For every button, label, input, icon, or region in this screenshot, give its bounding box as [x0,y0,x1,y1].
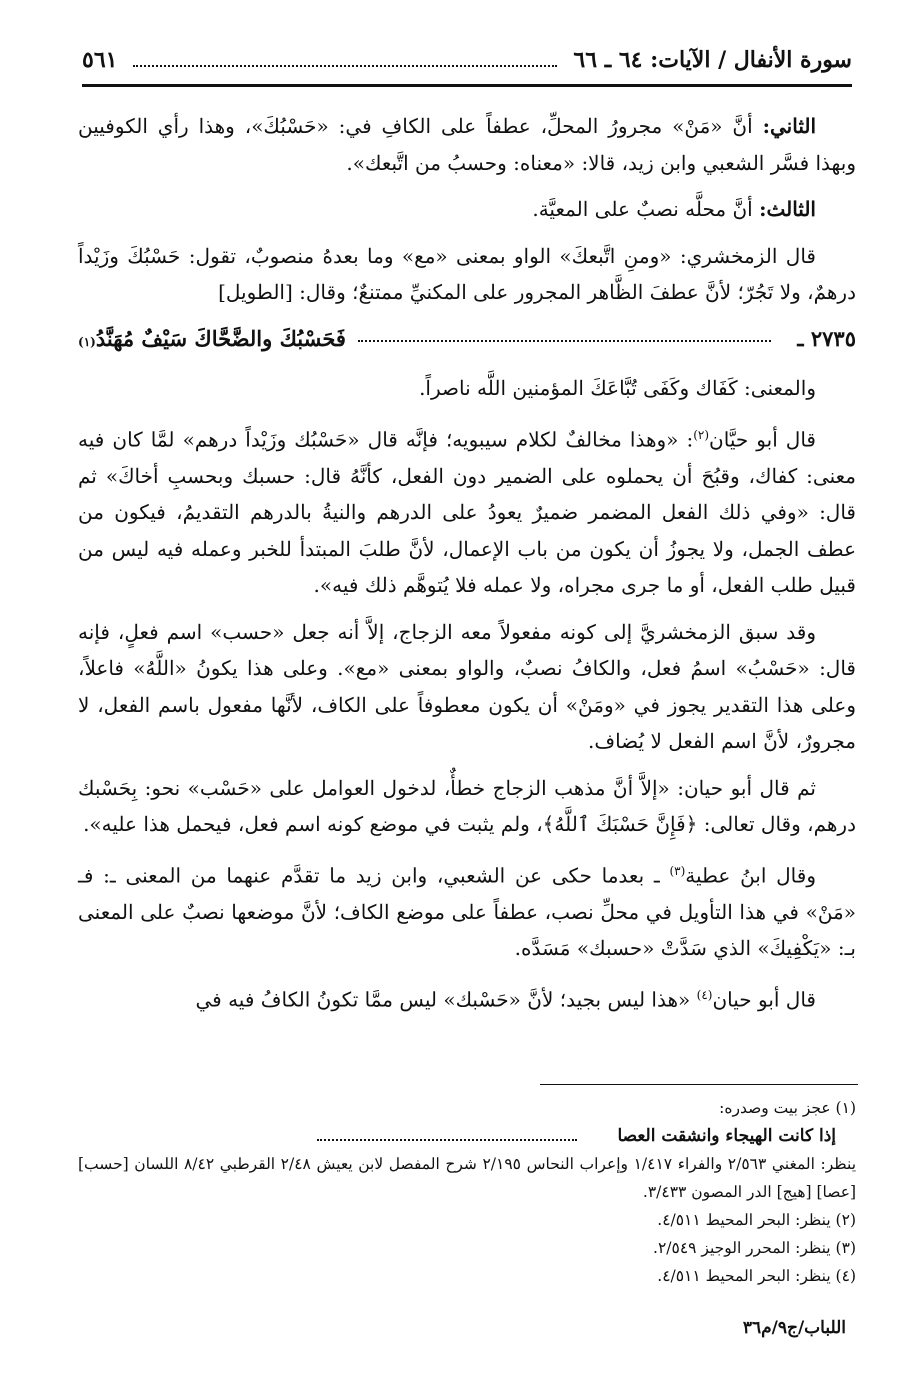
footnote-verse-leader [317,1139,577,1141]
footnotes [78,1094,856,1290]
footnote-1-verse [78,1122,856,1150]
label-second: الثاني: [762,114,817,138]
header-title: سورة الأنفال / الآيات: ٦٤ ـ ٦٦ [573,47,852,73]
text-third: أنَّ محلَّه نصبٌ على المعيَّة. [532,197,753,221]
text-segment: : «وهذا مخالفٌ لكلام سيبويه؛ فإنَّه قال «حَسْبُك وزَيْداً درهم» لمَّا كان فيه معنى: كفاك، وقبُحَ أن يحملوه على الضمير دون الفعل، كأنَّهُ قال: حسبك وبحسبِ أخاكَ» ثم قال: «وفي ذلك الفعل المضمر ضميرٌ يعودُ على الدرهم والنيةُ بالدرهم التقديمُ، فيكون من عطف الجمل، ولا يجوزُ أن يكون من باب الإعمال، لأنَّ طلبَ المبتدأ للخبر وعمله فيه ليس من قبيل طلب الفعل، أو ما جرى مجراه، ولا عمله فلا يُتوهَّم ذلك فيه». [78,427,856,598]
footnote-1-head: (١) عجز بيت وصدره: [719,1099,856,1117]
text-segment: قال أبو حيان [712,987,816,1012]
paragraph-zamakhshari: قال الزمخشري: «ومنِ اتَّبعكَ» الواو بمعنى «مع» وما بعدهُ منصوبٌ، تقول: حَسْبُكَ وزَيْداً درهمٌ، ولا تَجُرّ؛ لأنَّ عطفَ الظَّاهر المجرور على المكنيِّ ممتنعٌ؛ وقال: [الطويل] [78,243,856,304]
running-header [82,40,852,80]
text-segment: «هذا ليس بجيد؛ لأنَّ «حَسْبك» ليس ممَّا تكونُ الكافُ فيه في [195,987,697,1012]
verse-leader-line [358,340,771,342]
text-segment: ـ بعدما حكى عن الشعبي، وابن زيد ما تقدَّم عنهما من المعنى ـ: فـ «مَنْ» في هذا التأويل في محلِّ نصب، عطفاً على موضع الكاف؛ لأنَّ موضعها نصبٌ على المعنى بـ: «يَكْفِيكَ» الذي سَدَّتْ «حسبك» مَسَدَّه. [78,863,856,961]
text-segment: قال أبو حيَّان [709,427,816,452]
header-rule [82,84,852,87]
paragraph-abu-hayyan [78,417,856,604]
text-segment: وقال ابنُ عطية [685,863,816,888]
verse-text: فَحَسْبُكَ والضَّحَّاكَ سَيْفٌ مُهَنَّدُ [95,325,346,351]
footnote-ref: (٣) [669,863,686,878]
paragraph-abu-hayyan-3 [78,977,856,1018]
footnote-3: (٣) ينظر: المحرر الوجيز ٢/٥٤٩. [653,1239,856,1257]
text-second: أنَّ «مَنْ» مجرورُ المحلِّ، عطفاً على الكافِ في: «حَسْبُكَ»، وهذا رأي الكوفيين وبهذا فسَّر الشعبي وابن زيد، قالا: «معناه: وحسبُ من اتَّبعك». [78,114,856,175]
header-leader-line [133,65,557,67]
paragraph-third-view [78,191,856,228]
footnote-ref: (٤) [696,987,713,1002]
page-number: ٥٦١ [82,47,118,73]
paragraph-zajjaj: وقد سبق الزمخشريَّ إلى كونه مفعولاً معه الزجاج، إلاَّ أنه جعل «حسب» اسم فعلٍ، فإنه قال: «حَسْبُ» اسمُ فعل، والكافُ نصبٌ، والواو بمعنى «مع». وعلى هذا يكونُ «اللَّهُ» فاعلاً، وعلى هذا التقدير يجوز في «ومَنْ» أن يكون معطوفاً على الكاف، لأنَّها مفعول باسم الفعل، لا مجرورٌ، لأنَّ اسم الفعل لا يُضاف. [78,619,856,754]
verse-number: ٢٧٣٥ ـ [797,325,856,351]
paragraph-meaning: والمعنى: كَفَاك وكَفَى تُبَّاعَكَ المؤمنين اللَّه ناصراً. [419,376,816,400]
footnote-4: (٤) ينظر: البحر المحيط ٤/٥١١. [657,1267,856,1285]
paragraph-second-view [78,108,856,181]
footnote-1-refs: ينظر: المغني ٢/٥٦٣ والفراء ١/٤١٧ وإعراب النحاس ٢/١٩٥ شرح المفصل لابن يعيش ٢/٤٨ القرطبي ٨/٤٢ اللسان [حسب] [عصا] [هيج] الدر المصون ٣/٤٣٣. [78,1155,857,1201]
paragraph-ibn-atiyya [78,853,856,967]
main-text [78,108,856,1028]
poetry-verse [78,321,856,361]
footnote-verse-text: إذا كانت الهيجاء وانشقت العصا [617,1126,836,1146]
footnote-ref: (٢) [693,427,710,442]
paragraph-abu-hayyan-2: ثم قال أبو حيان: «إلاَّ أنَّ مذهب الزجاج خطأٌ، لدخول العوامل على «حَسْب» نحو: بِحَسْبك درهم، وقال تعالى: ﴿فَإِنَّ حَسْبَكَ ٱللَّهُ﴾، ولم يثبت في موضع كونه اسم فعل، فيحمل هذا عليه». [78,775,856,837]
label-third: الثالث: [759,197,816,221]
footnote-2: (٢) ينظر: البحر المحيط ٤/٥١١. [657,1211,856,1229]
footnote-rule [540,1084,858,1085]
footnote-ref: (١) [78,334,96,349]
signature-mark: اللباب/ج٩/م٣٦ [742,1318,846,1338]
